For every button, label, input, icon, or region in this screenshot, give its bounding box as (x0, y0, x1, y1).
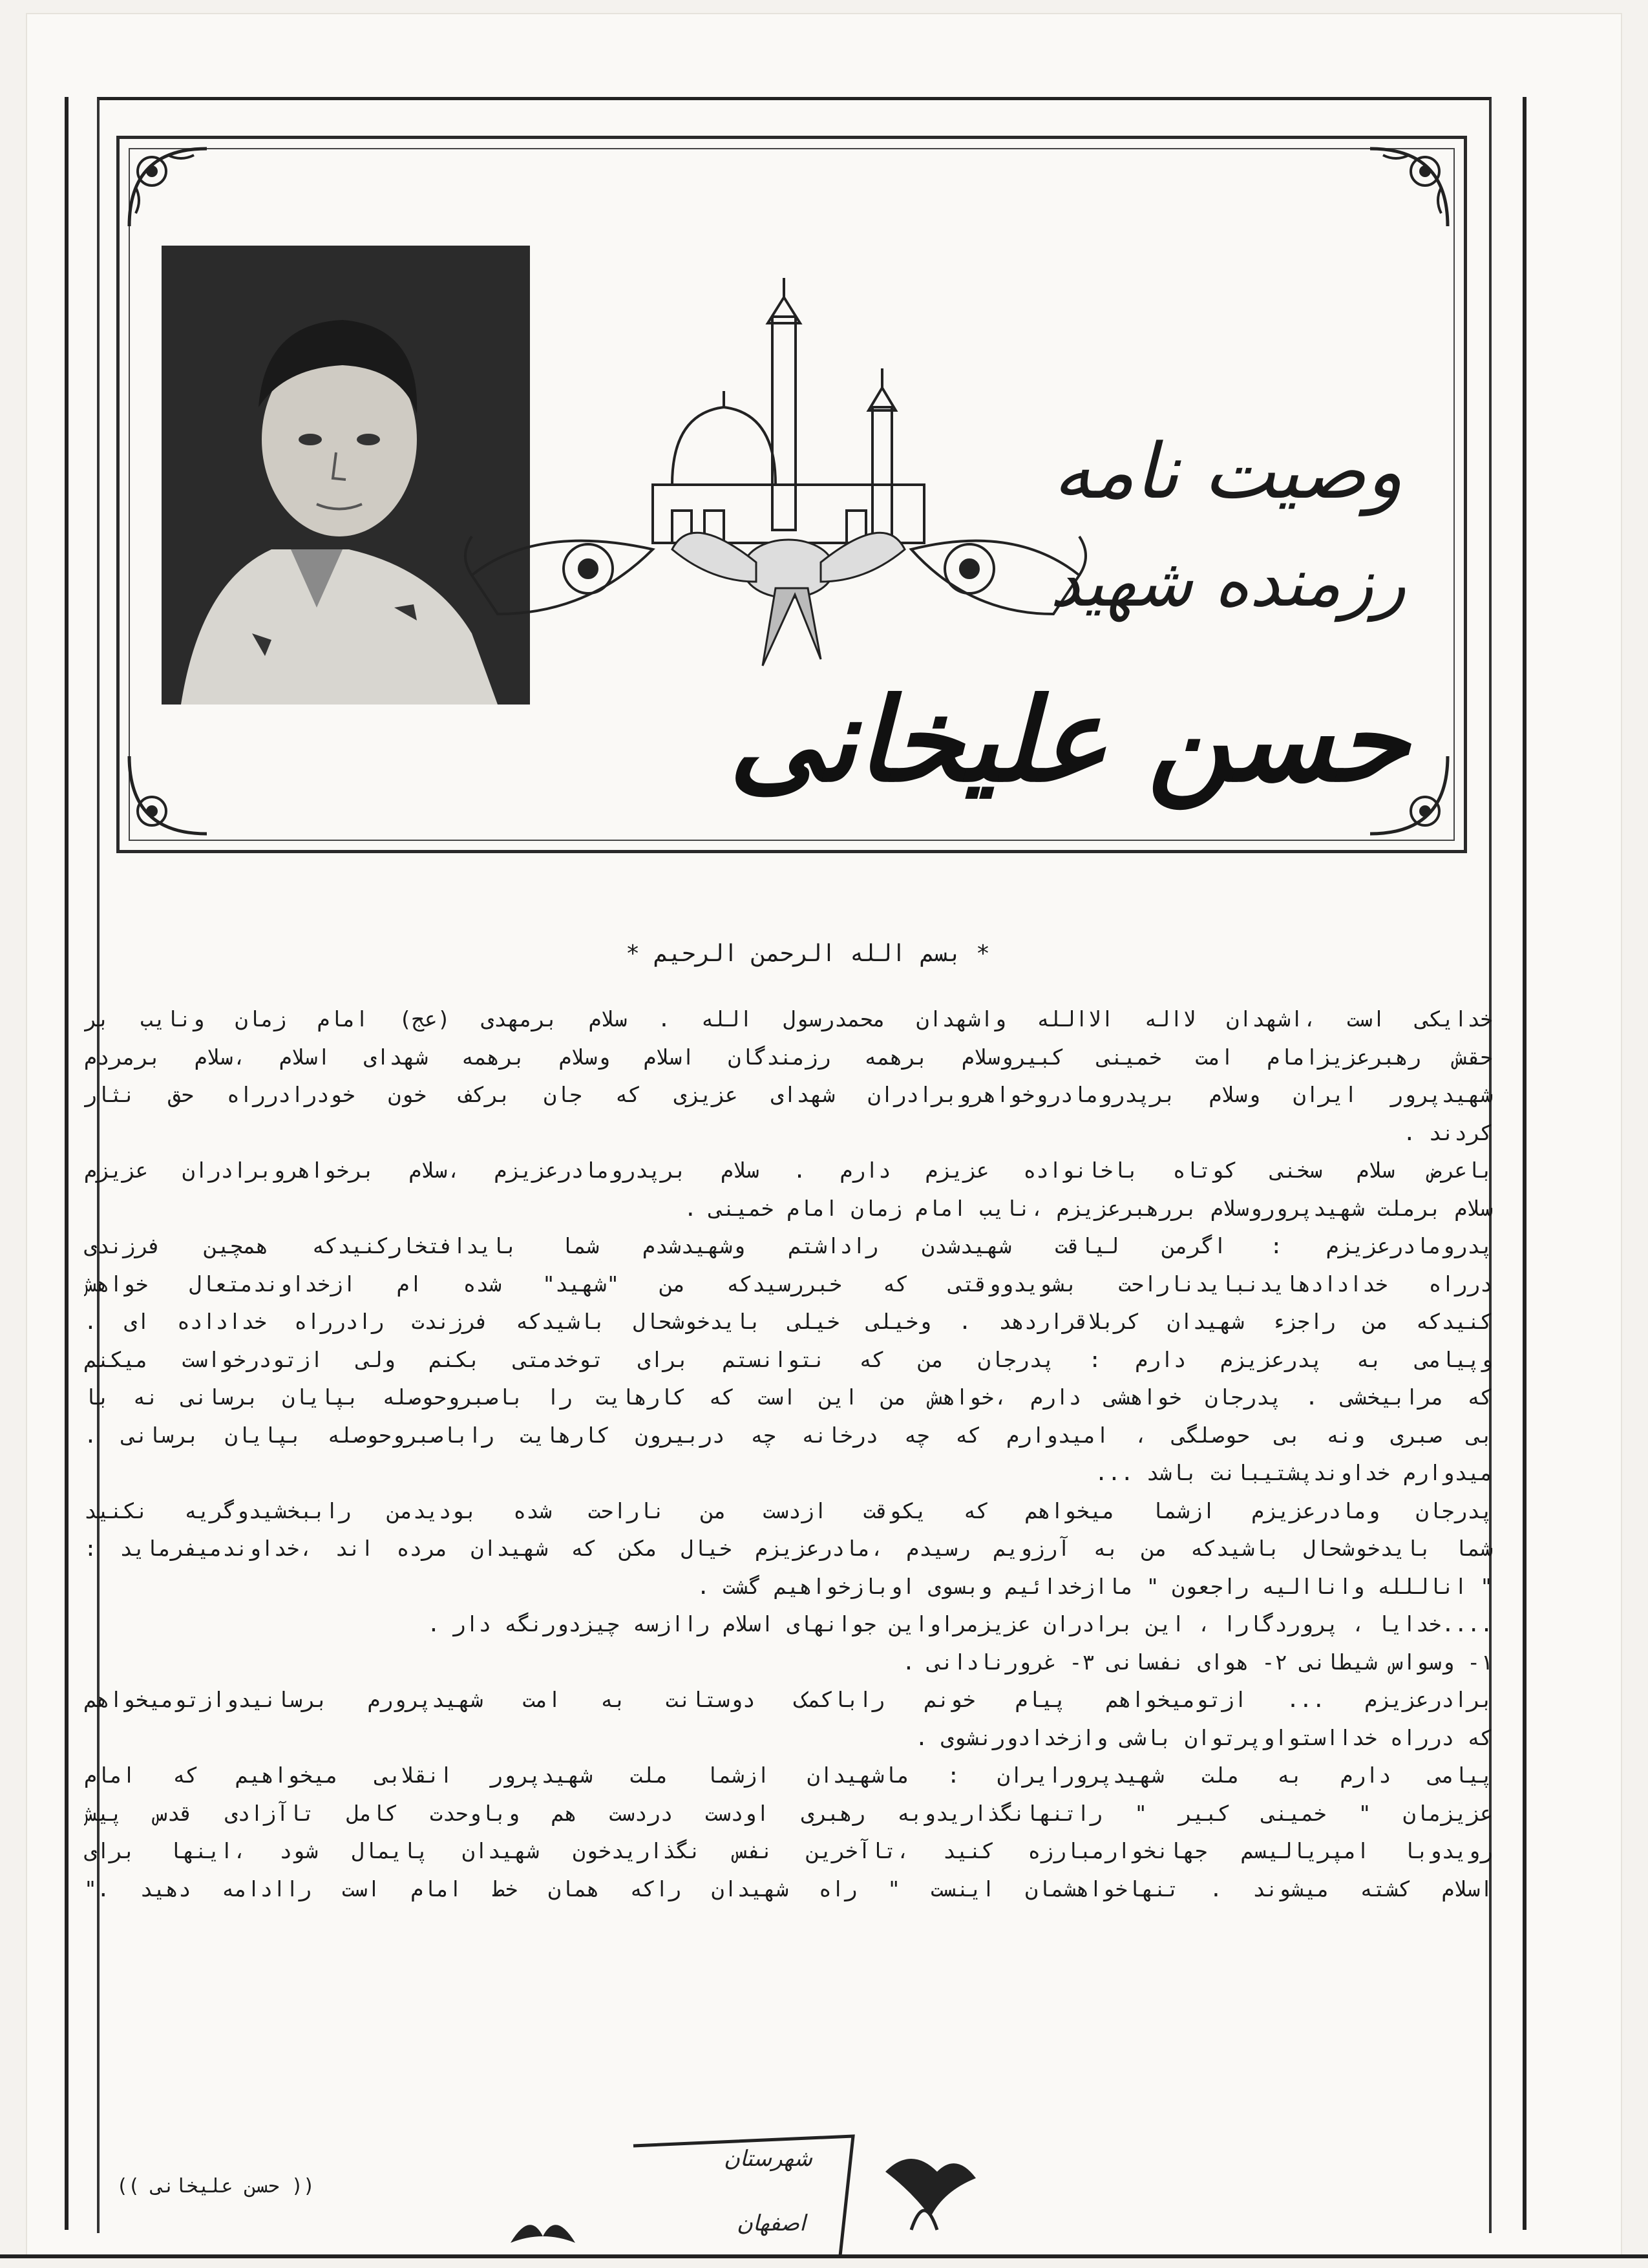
basmala-heading: * بسم الله الرحمن الرحیم * (626, 940, 990, 967)
title-will: وصیت نامه (1053, 427, 1403, 516)
body-line: شهیدپرور ایران وسلام برپدرومادروخواهروبرادران شهدای عزیزی که جان برکف خون خودرادرراه حق نثار (84, 1082, 1493, 1107)
ornament-corner-icon (1364, 142, 1454, 233)
shrine-dove-illustration (459, 278, 1092, 705)
body-line: پدرجان ومادرعزیزم ازشما میخواهم که یکوقت ازدست من ناراحت شده بودیدمن راببخشیدوگریه نکنید (84, 1498, 1493, 1523)
body-line: درراه خدادادهایدنبایدناراحت بشویدووقتی که خبررسیدکه من "شهید" شده ام ازخداوندمتعال خواهش (84, 1271, 1493, 1297)
title-martyr-name: حسن علیخانی (728, 672, 1409, 807)
body-line: ۱- وسواس شیطانی ۲- هوای نفسانی ۳- غرورنادانی . (902, 1649, 1493, 1675)
body-line: شما بایدخوشحال باشیدکه من به آرزویم رسیدم ،مادرعزیزم خیال مکن که شهیدان مرده اند ،خداوندمیفرماید : (84, 1536, 1493, 1561)
body-line: که مرابیخشی . پدرجان خواهشی دارم ،خواهش من این است که کارهایت را باصبروحوصله بپایان برسانی نه با (84, 1384, 1493, 1410)
body-line: رویدوبا امپریالیسم جهانخوارمبارزه کنید ،تاآخرین نفس نگذاریدخون شهیدان پایمال شود ،اینها برای (84, 1838, 1493, 1863)
ornament-corner-icon (123, 142, 213, 233)
stamp-line-2: اصفهان (737, 2210, 806, 2236)
body-line: حقش رهبرعزیزامام امت خمینی کبیروسلام برهمه رزمندگان اسلام وسلام برهمه شهدای اسلام ،سلام برمردم (84, 1044, 1493, 1070)
body-line: بی صبری ونه بی حوصلگی ، امیدوارم که چه درخانه چه دربیرون کارهایت راباصبروحوصله بپایان برسانی . (84, 1422, 1493, 1448)
stamp-line-1: شهرستان (724, 2146, 812, 2172)
body-line: باعرض سلام سخنی کوتاه باخانواده عزیزم دارم . سلام برپدرومادرعزیزم ،سلام برخواهروبرادران عزیزم (84, 1158, 1493, 1183)
body-line: میدوارم خداوندپشتیبانت باشد ... (1095, 1460, 1493, 1485)
ornament-corner-icon (123, 750, 213, 840)
body-line: " اناللله واناالیه راجعون " ماازخدائیم وبسوی اوبازخواهیم گشت . (697, 1573, 1493, 1599)
emblem-icon (504, 2204, 582, 2256)
body-line: کردند . (1402, 1119, 1493, 1145)
body-line: خدایکی است ،اشهدان لااله الاالله واشهدان محمدرسول الله . سلام برمهدی (عج) امام زمان ونایب بر (84, 1006, 1493, 1032)
body-line: سلام برملت شهیدپروروسلام بررهبرعزیزم ،نایب امام زمان امام خمینی . (684, 1195, 1493, 1221)
body-line: برادرعزیزم ... ازتومیخواهم پیام خونم راباکمک دوستانت به امت شهیدپرورم برسانیدوازتومیخواهم (84, 1687, 1493, 1712)
will-body-text (84, 1001, 1493, 1908)
body-line: که درراه خدااستواوپرتوان باشی وازخدادورنشوی . (914, 1724, 1493, 1750)
body-line: پدرومادرعزیزم : اگرمن لیاقت شهیدشدن راداشتم وشهیدشدم شما بایدافتخارکنیدکه همچین فرزندی (84, 1233, 1493, 1258)
title-martyr-fighter: رزمنده شهید (1050, 543, 1406, 622)
body-line: وپیامی به پدرعزیزم دارم : پدرجان من که نتوانستم برای توخدمتی بکنم ولی ازتودرخواست میکنم (84, 1346, 1493, 1372)
body-line: عزیزمان " خمینی کبیر " راتنهانگذاریدوبه رهبری اودست دردست هم وباوحدت کامل تاآزادی قدس پیش (84, 1800, 1493, 1826)
signature-name: (( حسن علیخانی )) (116, 2175, 315, 2198)
body-line: پیامی دارم به ملت شهیدپرورایران : ماشهیدان ازشما ملت شهیدپرور انقلابی میخواهیم که امام (84, 1763, 1493, 1788)
body-line: ....خدایا ، پروردگارا ، این برادران عزیزمراواین جوانهای اسلام راازسه چیزدورنگه دار . (427, 1611, 1493, 1637)
body-line: کنیدکه من راجزء شهیدان کربلاقراردهد . وخیلی خیلی بایدخوشحال باشیدکه فرزندت رادرراه خداداده ای . (84, 1309, 1493, 1334)
body-line: اسلام کشته میشوند . تنهاخواهشمان اینست " راه شهیدان راکه همان خط امام است راادامه دهید ." (84, 1876, 1493, 1902)
bottom-rule (0, 2254, 1648, 2258)
